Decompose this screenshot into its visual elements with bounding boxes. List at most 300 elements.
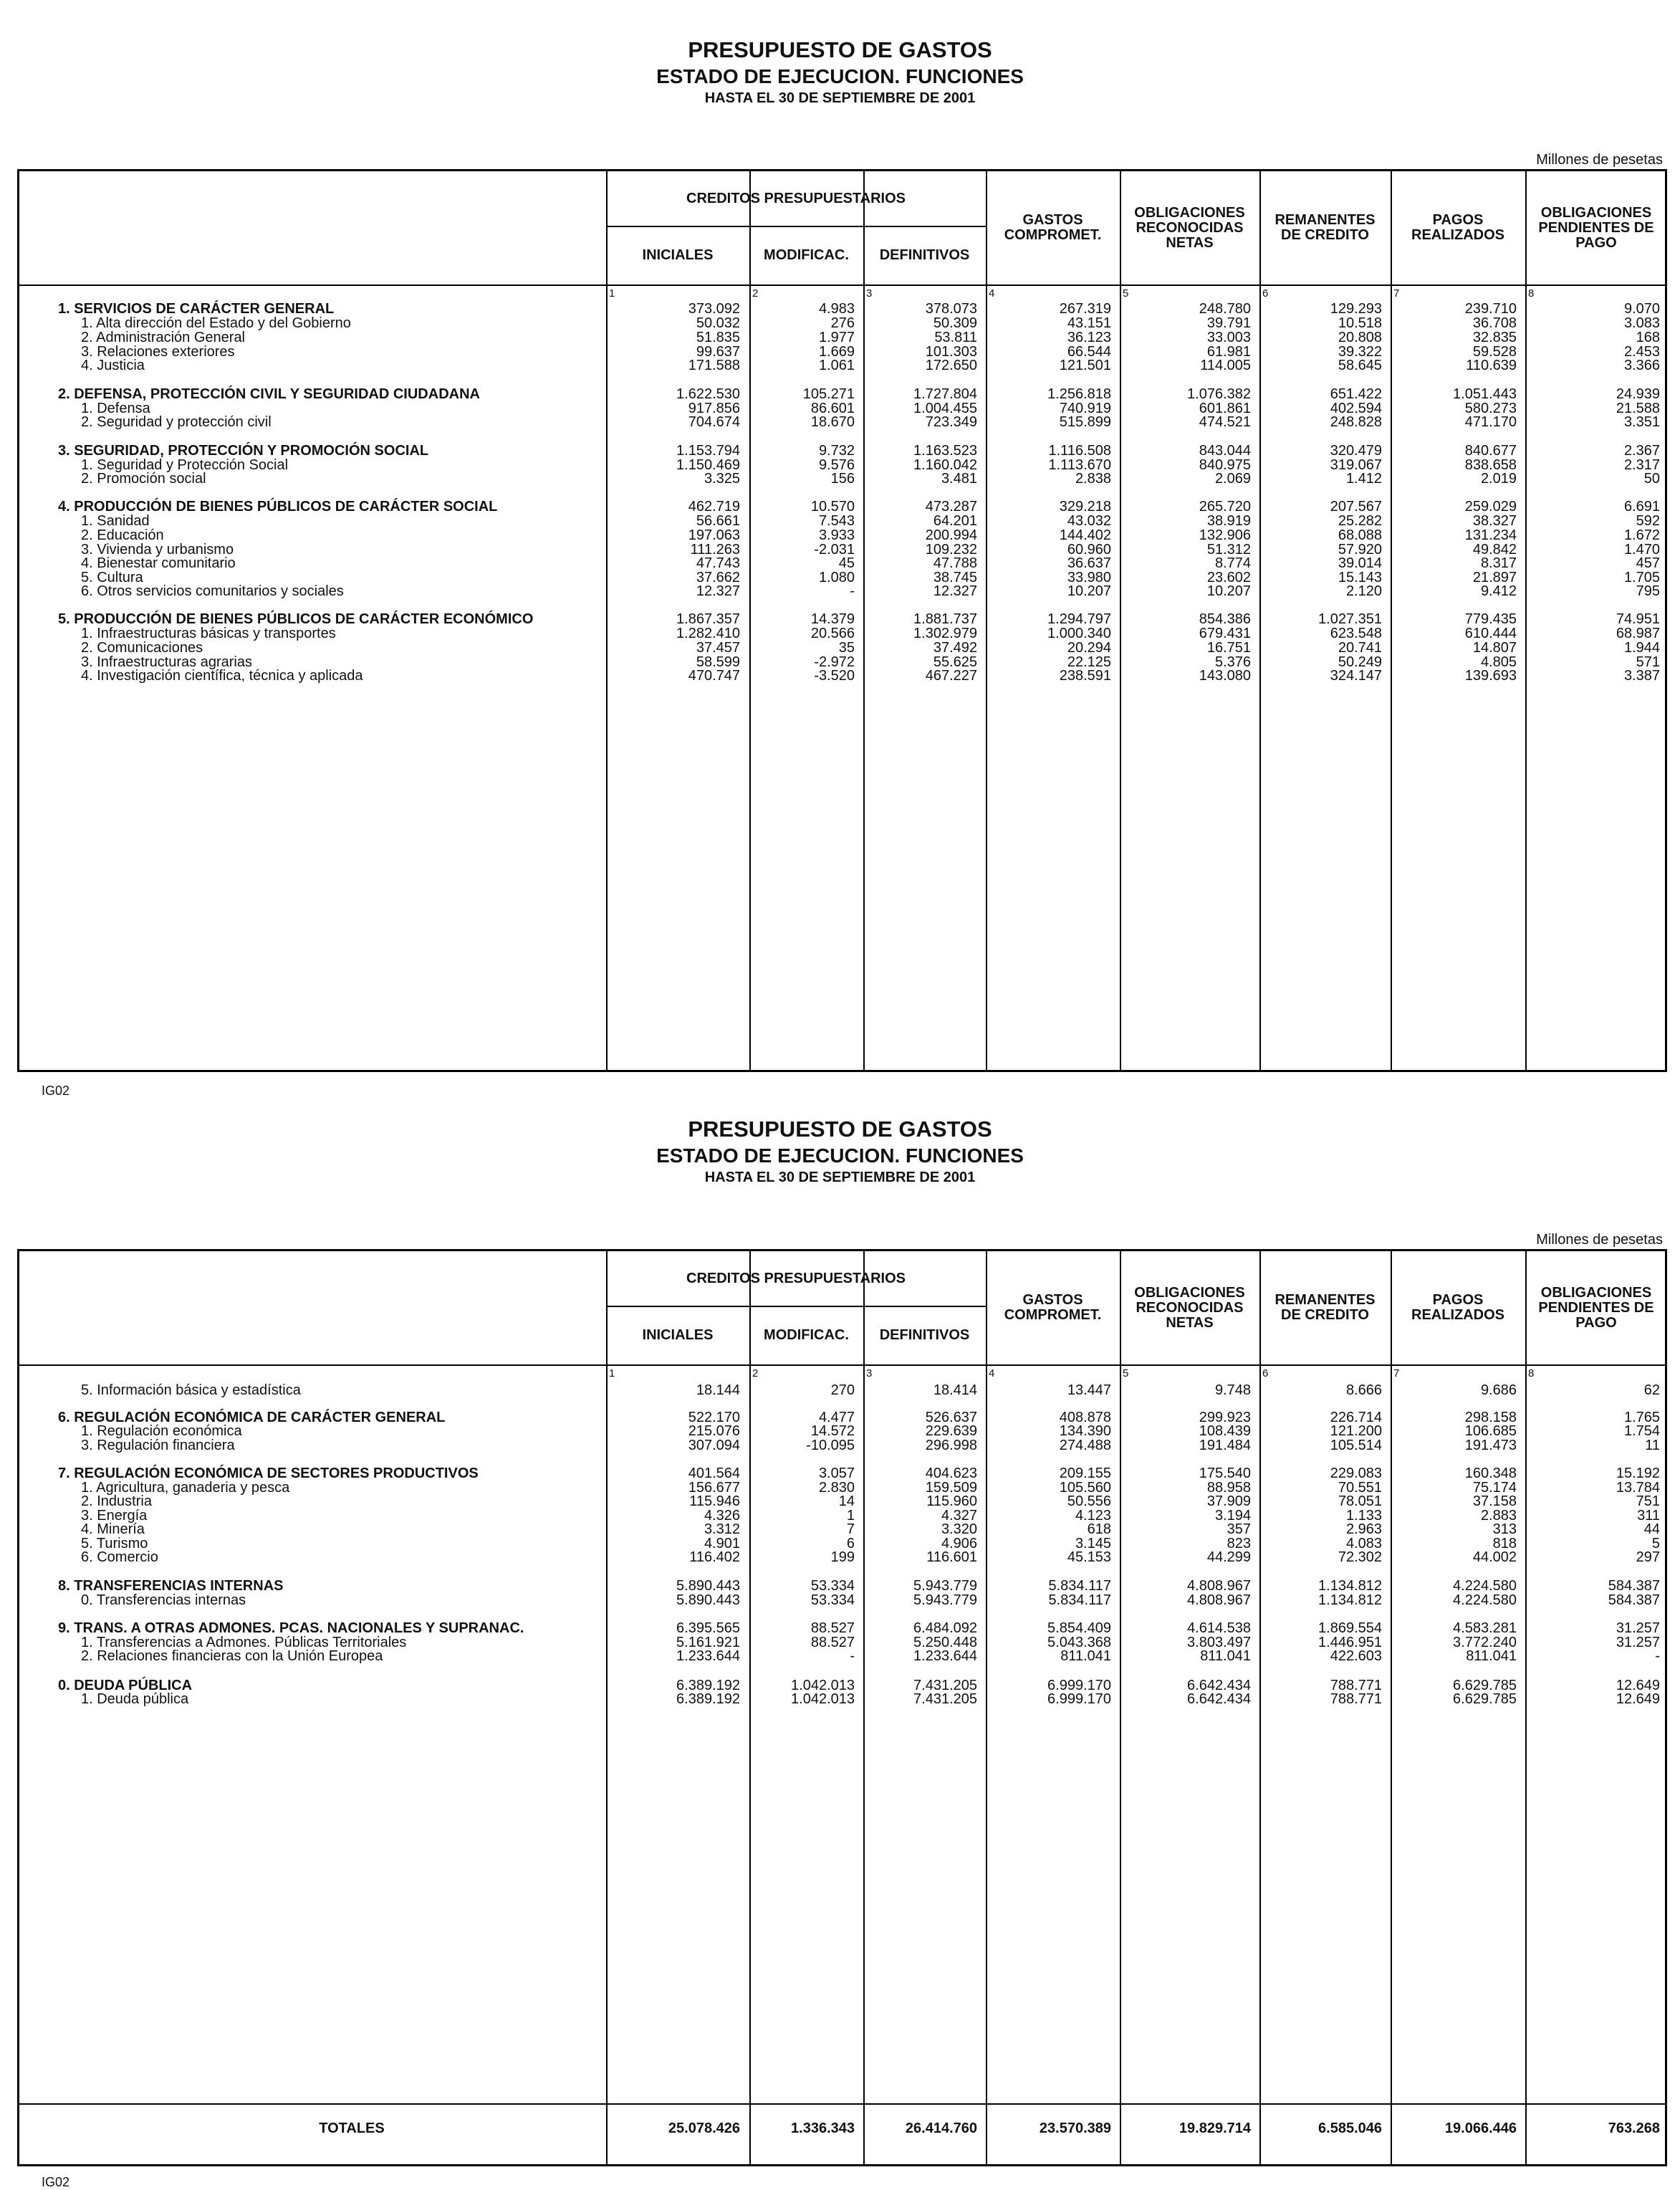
cell-value: 788.771 <box>1330 1678 1382 1693</box>
cell-value: 86.601 <box>810 401 855 416</box>
cell-value: 64.201 <box>933 513 977 529</box>
cell-value: 1 <box>846 1508 855 1524</box>
cell-value: 1.163.523 <box>913 443 977 459</box>
cell-value: 4.805 <box>1480 654 1517 670</box>
header-line: PAGO <box>1575 1314 1617 1331</box>
cell-value: 70.551 <box>1338 1480 1382 1496</box>
cell-value: 1.004.455 <box>913 401 977 416</box>
cell-value: 191.473 <box>1464 1438 1517 1453</box>
cell-value: 88.527 <box>810 1620 855 1636</box>
cell-value: 4.477 <box>818 1410 855 1425</box>
header-line: PENDIENTES DE <box>1538 1299 1654 1316</box>
cell-value: 47.743 <box>696 555 740 571</box>
cell-value: 1.944 <box>1623 640 1660 656</box>
row-label: 8. TRANSFERENCIAS INTERNAS <box>58 1578 284 1594</box>
cell-value: 679.431 <box>1199 626 1251 641</box>
header-modificac: MODIFICAC. <box>764 247 849 263</box>
cell-value: 31.257 <box>1616 1635 1660 1650</box>
cell-value: 9.070 <box>1623 301 1660 317</box>
cell-value: 44 <box>1643 1521 1660 1537</box>
cell-value: 259.029 <box>1464 499 1517 515</box>
cell-value: 2.367 <box>1623 443 1660 459</box>
cell-value: 1.051.443 <box>1453 386 1517 402</box>
header-line: NETAS <box>1166 234 1214 251</box>
row-label: 0. Transferencias internas <box>81 1592 246 1608</box>
cell-value: 49.842 <box>1472 542 1517 558</box>
cell-value: 20.566 <box>810 626 855 641</box>
cell-value: 9.732 <box>818 443 855 459</box>
cell-value: 38.745 <box>933 570 977 585</box>
cell-value: 1.160.042 <box>913 457 977 473</box>
row-label: 7. REGULACIÓN ECONÓMICA DE SECTORES PRODUCTIVOS <box>58 1465 479 1481</box>
cell-value: 33.003 <box>1206 330 1251 345</box>
cell-value: 1.233.644 <box>913 1648 977 1664</box>
cell-value: 5.943.779 <box>913 1592 977 1608</box>
cell-value: 12.327 <box>696 583 740 599</box>
cell-value: 1.446.951 <box>1318 1635 1382 1650</box>
cell-value: 1.027.351 <box>1318 611 1382 627</box>
cell-value: 5.834.117 <box>1048 1592 1111 1608</box>
cell-value: 55.625 <box>933 654 977 670</box>
header-line: PAGOS <box>1432 212 1484 228</box>
cell-value: 2.019 <box>1480 471 1517 487</box>
header-line: DE CREDITO <box>1281 227 1369 243</box>
cell-value: 25.282 <box>1338 513 1382 529</box>
cell-value: 319.067 <box>1330 457 1382 473</box>
table-row <box>19 464 1665 492</box>
cell-value: 6.629.785 <box>1453 1678 1517 1693</box>
header-line: OBLIGACIONES <box>1540 1284 1652 1301</box>
header-line: GASTOS <box>1022 212 1083 228</box>
cell-value: 88.527 <box>810 1635 855 1650</box>
cell-value: 5.890.443 <box>676 1592 740 1608</box>
cell-value: 37.457 <box>696 640 740 656</box>
cell-value: 45 <box>838 555 855 571</box>
cell-value: 1.294.797 <box>1047 611 1111 627</box>
cell-value: 156 <box>830 471 855 487</box>
header-line: COMPROMET. <box>1004 227 1102 243</box>
cell-value: 10.207 <box>1206 583 1251 599</box>
cell-value: 5.250.448 <box>913 1635 977 1650</box>
cell-value: 740.919 <box>1059 401 1111 416</box>
cell-value: 723.349 <box>925 414 977 430</box>
cell-value: 159.509 <box>925 1480 977 1496</box>
cell-value: 68.987 <box>1616 626 1660 641</box>
cell-value: 404.623 <box>925 1465 977 1481</box>
cell-value: 917.856 <box>688 401 740 416</box>
cell-value: 5.834.117 <box>1048 1578 1111 1594</box>
cell-value: 4.808.967 <box>1187 1578 1251 1594</box>
cell-value: 229.639 <box>925 1423 977 1439</box>
cell-value: 36.123 <box>1067 330 1111 345</box>
cell-value: 36.708 <box>1472 315 1517 331</box>
cell-value: 580.273 <box>1464 401 1517 416</box>
row-label: 6. REGULACIÓN ECONÓMICA DE CARÁCTER GENERAL <box>58 1410 446 1425</box>
header-definitivos: DEFINITIVOS <box>879 247 970 263</box>
table-row <box>19 2114 1665 2141</box>
cell-value: 1.042.013 <box>791 1691 855 1707</box>
cell-value: 72.302 <box>1338 1549 1382 1565</box>
cell-value: 1.881.737 <box>913 611 977 627</box>
cell-value: 20.808 <box>1338 330 1382 345</box>
cell-value: 1.080 <box>818 570 855 585</box>
cell-value: 6.642.434 <box>1187 1678 1251 1693</box>
cell-value: 168 <box>1636 330 1660 345</box>
row-label: 9. TRANS. A OTRAS ADMONES. PCAS. NACIONALES Y SUPRANAC. <box>58 1620 524 1636</box>
cell-value: 58.645 <box>1338 358 1382 373</box>
cell-value: 36.637 <box>1067 555 1111 571</box>
cell-value: 8.317 <box>1480 555 1517 571</box>
cell-value: 105.271 <box>802 386 855 402</box>
cell-value: 75.174 <box>1472 1480 1517 1496</box>
table-row <box>19 577 1665 604</box>
cell-value: 3.083 <box>1623 315 1660 331</box>
cell-value: 74.951 <box>1616 611 1660 627</box>
footer-code: IG02 <box>42 1084 70 1098</box>
header-line: REALIZADOS <box>1411 1307 1504 1323</box>
row-label: 3. Vivienda y urbanismo <box>81 542 234 558</box>
cell-value: 59.528 <box>1472 344 1517 360</box>
cell-value: 311 <box>1637 1508 1660 1524</box>
cell-value: 19.829.714 <box>1179 2120 1251 2136</box>
header-line: NETAS <box>1166 1314 1214 1331</box>
cell-value: 5.854.409 <box>1047 1620 1111 1636</box>
cell-value: 357 <box>1227 1521 1251 1537</box>
cell-value: 6.691 <box>1623 499 1660 515</box>
row-label: 2. Educación <box>81 527 164 543</box>
cell-value: 105.514 <box>1330 1438 1382 1453</box>
cell-value: 6.999.170 <box>1047 1691 1111 1707</box>
cell-value: 39.014 <box>1338 555 1382 571</box>
cell-value: 37.492 <box>933 640 977 656</box>
cell-value: 618 <box>1087 1521 1111 1537</box>
cell-value: 239.710 <box>1464 301 1517 317</box>
cell-value: 25.078.426 <box>668 2120 740 2136</box>
cell-value: 265.720 <box>1199 499 1251 515</box>
row-label: 3. Energía <box>81 1508 148 1524</box>
cell-value: 1.705 <box>1623 570 1660 585</box>
row-label: 1. Deuda pública <box>81 1691 189 1707</box>
row-label: 3. Relaciones exteriores <box>81 344 235 360</box>
cell-value: 50.556 <box>1067 1493 1111 1509</box>
cell-value: 4.224.580 <box>1453 1578 1517 1594</box>
header-line: REMANENTES <box>1275 212 1376 228</box>
cell-value: 105.560 <box>1059 1480 1111 1496</box>
cell-value: 9.686 <box>1480 1382 1517 1398</box>
table-row <box>19 1586 1665 1613</box>
cell-value: 248.780 <box>1199 301 1251 317</box>
row-label: 1. Sanidad <box>81 513 150 529</box>
cell-value: 457 <box>1636 555 1660 571</box>
row-label: 0. DEUDA PÚBLICA <box>58 1678 193 1693</box>
cell-value: 823 <box>1227 1536 1251 1551</box>
cell-value: 197.063 <box>688 527 740 543</box>
cell-value: 56.661 <box>696 513 740 529</box>
cell-value: 51.312 <box>1206 542 1251 558</box>
cell-value: 4.123 <box>1075 1508 1111 1524</box>
row-label: 4. Investigación científica, técnica y aplicada <box>81 668 363 684</box>
cell-value: 4.083 <box>1345 1536 1382 1551</box>
header-creditos-presupuestarios: CREDITOS PRESUPUESTARIOS <box>686 190 906 206</box>
cell-value: 129.293 <box>1330 301 1382 317</box>
cell-value: 6.484.092 <box>913 1620 977 1636</box>
row-label: 2. Administración General <box>81 330 246 345</box>
row-label: 5. Turismo <box>81 1536 148 1551</box>
cell-value: 66.544 <box>1067 344 1111 360</box>
cell-value: 44.002 <box>1472 1549 1517 1565</box>
cell-value: 1.622.530 <box>676 386 740 402</box>
row-label: 1. SERVICIOS DE CARÁCTER GENERAL <box>58 301 335 317</box>
cell-value: 843.044 <box>1199 443 1251 459</box>
cell-value: 1.153.794 <box>676 443 740 459</box>
cell-value: 175.540 <box>1199 1465 1251 1481</box>
cell-value: 14.572 <box>810 1423 855 1439</box>
column-number: 8 <box>1528 1367 1535 1379</box>
cell-value: 60.960 <box>1067 542 1111 558</box>
cell-value: 11 <box>1645 1438 1660 1453</box>
cell-value: 109.232 <box>925 542 977 558</box>
column-number: 3 <box>866 1367 873 1379</box>
cell-value: 7.431.205 <box>913 1691 977 1707</box>
cell-value: 526.637 <box>925 1410 977 1425</box>
cell-value: 1.134.812 <box>1318 1578 1382 1594</box>
cell-value: 14 <box>838 1493 855 1509</box>
cell-value: 838.658 <box>1464 457 1517 473</box>
cell-value: 788.771 <box>1330 1691 1382 1707</box>
cell-value: 1.869.554 <box>1318 1620 1382 1636</box>
row-label: 1. Infraestructuras básicas y transportes <box>81 626 336 641</box>
cell-value: 298.158 <box>1464 1410 1517 1425</box>
cell-value: 191.484 <box>1199 1438 1251 1453</box>
header-line: REALIZADOS <box>1411 227 1504 243</box>
cell-value: 4.906 <box>941 1536 977 1551</box>
cell-value: 115.946 <box>689 1493 740 1509</box>
cell-value: 651.422 <box>1330 386 1382 402</box>
cell-value: 32.835 <box>1472 330 1517 345</box>
header-pagos-realizados <box>1391 171 1525 284</box>
row-label: TOTALES <box>319 2120 385 2136</box>
cell-value: 1.133 <box>1345 1508 1382 1524</box>
cell-value: 101.303 <box>925 344 977 360</box>
row-label: 1. Defensa <box>81 401 150 416</box>
header-line: OBLIGACIONES <box>1134 1284 1245 1301</box>
cell-value: 37.909 <box>1206 1493 1251 1509</box>
cell-value: 2.317 <box>1623 457 1660 473</box>
header-line: OBLIGACIONES <box>1540 204 1652 221</box>
cell-value: 1.727.804 <box>913 386 977 402</box>
cell-value: 7.543 <box>818 513 855 529</box>
header-line: RECONOCIDAS <box>1136 219 1244 236</box>
row-label: 2. Seguridad y protección civil <box>81 414 272 430</box>
cell-value: 422.603 <box>1330 1648 1382 1664</box>
cell-value: 3.387 <box>1623 668 1660 684</box>
cell-value: 2.838 <box>1075 471 1111 487</box>
cell-value: 1.282.410 <box>676 626 740 641</box>
cell-value: 111.263 <box>690 542 740 558</box>
row-label: 6. Otros servicios comunitarios y sociales <box>81 583 344 599</box>
cell-value: 238.591 <box>1059 668 1111 684</box>
cell-value: 47.788 <box>933 555 977 571</box>
cell-value: 106.685 <box>1464 1423 1517 1439</box>
cell-value: 4.901 <box>704 1536 740 1551</box>
cell-value: 763.268 <box>1608 2120 1660 2136</box>
row-label: 1. Transferencias a Admones. Públicas Territoriales <box>81 1635 407 1650</box>
column-number: 4 <box>989 287 995 300</box>
cell-value: 57.920 <box>1338 542 1382 558</box>
cell-value: 50.249 <box>1338 654 1382 670</box>
cell-value: 1.672 <box>1623 527 1660 543</box>
cell-value: 373.092 <box>688 301 740 317</box>
cell-value: 78.051 <box>1338 1493 1382 1509</box>
row-label: 3. Infraestructuras agrarias <box>81 654 252 670</box>
header-line: PENDIENTES DE <box>1538 219 1654 236</box>
header-line: REMANENTES <box>1275 1292 1376 1308</box>
column-number: 5 <box>1123 1367 1129 1379</box>
row-label: 1. Seguridad y Protección Social <box>81 457 289 473</box>
units-label: Millones de pesetas <box>1536 152 1663 168</box>
cell-value: -2.972 <box>814 654 855 670</box>
cell-value: 39.322 <box>1338 344 1382 360</box>
cell-value: 276 <box>830 315 855 331</box>
cell-value: 584.387 <box>1608 1578 1660 1594</box>
cell-value: 473.287 <box>925 499 977 515</box>
header-modificac: MODIFICAC. <box>764 1326 849 1343</box>
cell-value: 6.389.192 <box>676 1691 740 1707</box>
cell-value: 5.043.368 <box>1047 1635 1111 1650</box>
column-number: 8 <box>1528 287 1535 300</box>
cell-value: 50.032 <box>696 315 740 331</box>
cell-value: 132.906 <box>1199 527 1251 543</box>
cell-value: 215.076 <box>688 1423 740 1439</box>
row-label: 2. Promoción social <box>81 471 206 487</box>
cell-value: 1.042.013 <box>791 1678 855 1693</box>
cell-value: 58.599 <box>696 654 740 670</box>
row-label: 1. Alta dirección del Estado y del Gobierno <box>81 315 351 331</box>
cell-value: 7 <box>846 1521 855 1537</box>
cell-value: 1.061 <box>818 358 855 373</box>
cell-value: 1.412 <box>1345 471 1382 487</box>
cell-value: 584.387 <box>1608 1592 1660 1608</box>
header-line: PAGOS <box>1432 1292 1484 1308</box>
row-label: 2. DEFENSA, PROTECCIÓN CIVIL Y SEGURIDAD CIUDADANA <box>58 386 480 402</box>
cell-value: 5.890.443 <box>676 1578 740 1594</box>
cell-value: 114.005 <box>1200 358 1251 373</box>
cell-value: 12.327 <box>933 583 977 599</box>
header-remanentes-credito <box>1259 171 1391 284</box>
cell-value: -2.031 <box>814 542 855 558</box>
cell-value: 4.583.281 <box>1453 1620 1517 1636</box>
cell-value: 5.943.779 <box>913 1578 977 1594</box>
cell-value: 3.312 <box>704 1521 740 1537</box>
cell-value: 3.481 <box>941 471 977 487</box>
cell-value: 53.811 <box>934 330 977 345</box>
cell-value: 50.309 <box>933 315 977 331</box>
page-title: PRESUPUESTO DE GASTOS <box>688 1116 992 1142</box>
cell-value: 5.161.921 <box>676 1635 740 1650</box>
cell-value: 4.327 <box>941 1508 977 1524</box>
cell-value: 1.470 <box>1623 542 1660 558</box>
cell-value: 1.867.357 <box>676 611 740 627</box>
cell-value: 44.299 <box>1206 1549 1251 1565</box>
cell-value: 3.320 <box>941 1521 977 1537</box>
cell-value: 12.649 <box>1616 1678 1660 1693</box>
units-label: Millones de pesetas <box>1536 1232 1663 1248</box>
cell-value: - <box>850 1648 855 1664</box>
cell-value: 20.294 <box>1067 640 1111 656</box>
header-line: DE CREDITO <box>1281 1307 1369 1323</box>
cell-value: 623.548 <box>1330 626 1382 641</box>
cell-value: 7.431.205 <box>913 1678 977 1693</box>
cell-value: 811.041 <box>1466 1648 1517 1664</box>
cell-value: 16.751 <box>1206 640 1251 656</box>
cell-value: 15.192 <box>1616 1465 1660 1481</box>
cell-value: 299.923 <box>1199 1410 1251 1425</box>
cell-value: 172.650 <box>925 358 977 373</box>
cell-value: 10.570 <box>810 499 855 515</box>
cell-value: 45.153 <box>1067 1549 1111 1565</box>
table-row <box>19 1685 1665 1712</box>
header-line: PAGO <box>1575 234 1617 251</box>
cell-value: 1.116.508 <box>1048 443 1111 459</box>
cell-value: 467.227 <box>925 668 977 684</box>
row-label: 4. PRODUCCIÓN DE BIENES PÚBLICOS DE CARÁCTER SOCIAL <box>58 499 498 515</box>
page-subtitle: ESTADO DE EJECUCION. FUNCIONES <box>656 65 1024 87</box>
cell-value: 2.830 <box>818 1480 855 1496</box>
cell-value: 601.861 <box>1199 401 1251 416</box>
cell-value: 1.256.818 <box>1047 386 1111 402</box>
cell-value: 1.754 <box>1623 1423 1660 1439</box>
cell-value: 115.960 <box>926 1493 977 1509</box>
cell-value: 515.899 <box>1059 414 1111 430</box>
cell-value: 62 <box>1643 1382 1660 1398</box>
cell-value: 248.828 <box>1330 414 1382 430</box>
header-iniciales: INICIALES <box>642 1326 714 1343</box>
cell-value: 6.395.565 <box>676 1620 740 1636</box>
cell-value: 307.094 <box>688 1438 740 1453</box>
row-label: 5. PRODUCCIÓN DE BIENES PÚBLICOS DE CARÁCTER ECONÓMICO <box>58 611 534 627</box>
cell-value: 840.677 <box>1464 443 1517 459</box>
header-obligaciones-reconocidas <box>1120 171 1259 284</box>
cell-value: 35 <box>838 640 855 656</box>
cell-value: 2.069 <box>1214 471 1251 487</box>
cell-value: 10.518 <box>1338 315 1382 331</box>
cell-value: 108.439 <box>1199 1423 1251 1439</box>
row-label: 2. Industria <box>81 1493 152 1509</box>
footer-code: IG02 <box>42 2175 70 2189</box>
cell-value: 1.233.644 <box>676 1648 740 1664</box>
cell-value: 462.719 <box>688 499 740 515</box>
cell-value: - <box>1655 1648 1660 1664</box>
header-line: GASTOS <box>1022 1292 1083 1308</box>
column-number: 4 <box>989 1367 995 1379</box>
table-row <box>19 408 1665 435</box>
header-obligaciones-pendientes <box>1525 1251 1667 1364</box>
header-line: COMPROMET. <box>1004 1307 1102 1323</box>
cell-value: 6.585.046 <box>1318 2120 1382 2136</box>
cell-value: 171.588 <box>688 358 740 373</box>
cell-value: 3.803.497 <box>1187 1635 1251 1650</box>
column-number: 7 <box>1393 287 1400 300</box>
cell-value: 3.194 <box>1214 1508 1251 1524</box>
cell-value: 3.772.240 <box>1453 1635 1517 1650</box>
table-row <box>19 1431 1665 1458</box>
cell-value: 207.567 <box>1330 499 1382 515</box>
column-number: 2 <box>752 1367 759 1379</box>
header-creditos-presupuestarios: CREDITOS PRESUPUESTARIOS <box>686 1270 906 1286</box>
cell-value: 2.963 <box>1345 1521 1382 1537</box>
cell-value: 99.637 <box>696 344 740 360</box>
cell-value: 131.234 <box>1464 527 1517 543</box>
